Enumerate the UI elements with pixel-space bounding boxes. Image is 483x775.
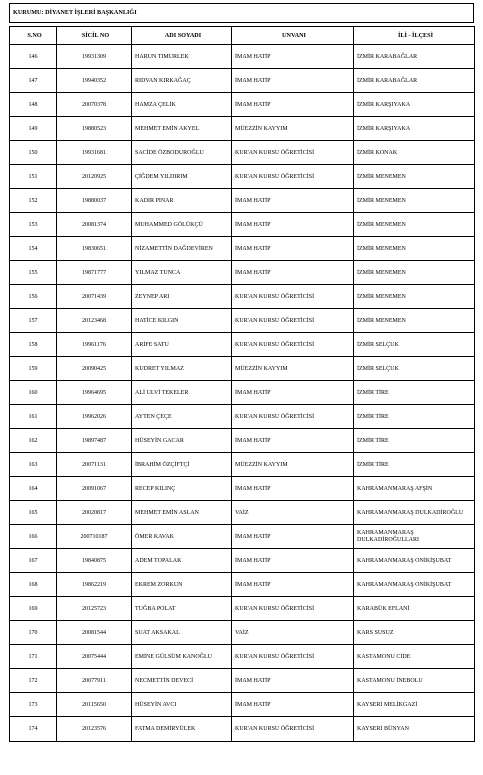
cell-sno: 151 (10, 165, 57, 189)
table-row (10, 285, 475, 309)
cell-sicil-no: 20081544 (57, 621, 132, 645)
cell-sicil-no: 19964695 (57, 381, 132, 405)
cell-ili-ilcesi: İZMİR TİRE (354, 429, 475, 453)
cell-sicil-no: 20070378 (57, 93, 132, 117)
cell-adi-soyadi: SACİDE ÖZBODUROĞLU (132, 141, 232, 165)
cell-sno: 149 (10, 117, 57, 141)
table-row (10, 165, 475, 189)
cell-ili-ilcesi: İZMİR MENEMEN (354, 309, 475, 333)
cell-sno: 172 (10, 669, 57, 693)
cell-sno: 167 (10, 549, 57, 573)
column-header-adi-soyadi: ADI SOYADI (132, 27, 232, 45)
cell-sicil-no: 19961176 (57, 333, 132, 357)
cell-sicil-no: 19830651 (57, 237, 132, 261)
cell-sicil-no: 20081374 (57, 213, 132, 237)
cell-ili-ilcesi: KASTAMONU İNEBOLU (354, 669, 475, 693)
cell-ili-ilcesi: KAHRAMANMARAŞ ONİKİŞUBAT (354, 573, 475, 597)
cell-sicil-no: 20091067 (57, 477, 132, 501)
cell-sicil-no: 20123468 (57, 309, 132, 333)
document-page (9, 3, 474, 742)
cell-sicil-no: 20020817 (57, 501, 132, 525)
table-row (10, 525, 475, 549)
cell-sicil-no: 19931681 (57, 141, 132, 165)
cell-ili-ilcesi: İZMİR KARABAĞLAR (354, 45, 475, 69)
cell-sicil-no: 20115650 (57, 693, 132, 717)
cell-unvani: KUR'AN KURSU ÖĞRETİCİSİ (232, 165, 354, 189)
cell-unvani: İMAM HATİP (232, 69, 354, 93)
cell-unvani: MÜEZZİN KAYYIM (232, 357, 354, 381)
cell-unvani: MÜEZZİN KAYYIM (232, 117, 354, 141)
cell-adi-soyadi: RECEP KILINÇ (132, 477, 232, 501)
cell-sno: 155 (10, 261, 57, 285)
cell-unvani: VAİZ (232, 501, 354, 525)
cell-sno: 169 (10, 597, 57, 621)
cell-unvani: İMAM HATİP (232, 573, 354, 597)
cell-ili-ilcesi: KASTAMONU CİDE (354, 645, 475, 669)
cell-ili-ilcesi: İZMİR MENEMEN (354, 237, 475, 261)
cell-sicil-no: 20077911 (57, 669, 132, 693)
cell-sicil-no: 19840875 (57, 549, 132, 573)
table-row (10, 669, 475, 693)
cell-sno: 150 (10, 141, 57, 165)
cell-unvani: İMAM HATİP (232, 45, 354, 69)
cell-unvani: İMAM HATİP (232, 477, 354, 501)
table-row (10, 381, 475, 405)
table-row (10, 93, 475, 117)
cell-ili-ilcesi: KAYSERİ MELİKGAZİ (354, 693, 475, 717)
cell-unvani: KUR'AN KURSU ÖĞRETİCİSİ (232, 141, 354, 165)
cell-sno: 171 (10, 645, 57, 669)
cell-ili-ilcesi: İZMİR TİRE (354, 381, 475, 405)
table-row (10, 477, 475, 501)
cell-ili-ilcesi: KAHRAMANMARAŞ AFŞİN (354, 477, 475, 501)
cell-unvani: İMAM HATİP (232, 261, 354, 285)
cell-sno: 152 (10, 189, 57, 213)
cell-ili-ilcesi: KAHRAMANMARAŞ DULKADİROĞLU (354, 501, 475, 525)
cell-adi-soyadi: HATİCE KILGIN (132, 309, 232, 333)
cell-unvani: KUR'AN KURSU ÖĞRETİCİSİ (232, 285, 354, 309)
table-row (10, 645, 475, 669)
cell-adi-soyadi: EKREM ZORKUN (132, 573, 232, 597)
table-row (10, 573, 475, 597)
cell-sno: 161 (10, 405, 57, 429)
cell-ili-ilcesi: İZMİR MENEMEN (354, 261, 475, 285)
cell-sno: 157 (10, 309, 57, 333)
cell-unvani: KUR'AN KURSU ÖĞRETİCİSİ (232, 597, 354, 621)
column-header-sicil-no: SİCİL NO (57, 27, 132, 45)
cell-sno: 173 (10, 693, 57, 717)
cell-unvani: KUR'AN KURSU ÖĞRETİCİSİ (232, 309, 354, 333)
cell-sno: 164 (10, 477, 57, 501)
table-row (10, 597, 475, 621)
column-header-unvani: UNVANI (232, 27, 354, 45)
column-header-ili-ilcesi: İLİ - İLÇESİ (354, 27, 475, 45)
cell-adi-soyadi: ADEM TOPALAK (132, 549, 232, 573)
cell-sicil-no: 19962026 (57, 405, 132, 429)
cell-ili-ilcesi: KARABÜK EFLANİ (354, 597, 475, 621)
cell-ili-ilcesi: İZMİR KARABAĞLAR (354, 69, 475, 93)
cell-sicil-no: 19871777 (57, 261, 132, 285)
cell-unvani: İMAM HATİP (232, 693, 354, 717)
cell-ili-ilcesi: İZMİR MENEMEN (354, 165, 475, 189)
cell-sno: 159 (10, 357, 57, 381)
cell-ili-ilcesi: KAYSERİ BÜNYAN (354, 717, 475, 742)
cell-adi-soyadi: İBRAHİM ÖZÇİFTÇİ (132, 453, 232, 477)
cell-sno: 166 (10, 525, 57, 549)
table-row (10, 261, 475, 285)
cell-unvani: İMAM HATİP (232, 213, 354, 237)
cell-adi-soyadi: MEHMET EMİN AKYEL (132, 117, 232, 141)
personnel-table (9, 26, 475, 742)
table-row (10, 333, 475, 357)
cell-sicil-no: 20071439 (57, 285, 132, 309)
table-row (10, 189, 475, 213)
table-row (10, 549, 475, 573)
cell-sicil-no: 20120925 (57, 165, 132, 189)
cell-unvani: KUR'AN KURSU ÖĞRETİCİSİ (232, 405, 354, 429)
cell-sicil-no: 19940352 (57, 69, 132, 93)
institution-header: KURUMU: DİYANET İŞLERİ BAŞKANLIĞI (9, 3, 474, 23)
cell-adi-soyadi: FATMA DEMİRYÜLEK (132, 717, 232, 742)
cell-sno: 153 (10, 213, 57, 237)
table-row (10, 117, 475, 141)
cell-adi-soyadi: RIDVAN KIRKAĞAÇ (132, 69, 232, 93)
cell-sno: 168 (10, 573, 57, 597)
cell-ili-ilcesi: İZMİR MENEMEN (354, 189, 475, 213)
cell-ili-ilcesi: İZMİR TİRE (354, 405, 475, 429)
cell-adi-soyadi: KADIR PINAR (132, 189, 232, 213)
cell-sno: 174 (10, 717, 57, 742)
cell-sno: 163 (10, 453, 57, 477)
cell-adi-soyadi: HARUN TIMURLEK (132, 45, 232, 69)
cell-adi-soyadi: HÜSEYİN GACAR (132, 429, 232, 453)
cell-unvani: KUR'AN KURSU ÖĞRETİCİSİ (232, 717, 354, 742)
cell-adi-soyadi: EMİNE GÜLSÜM KANOĞLU (132, 645, 232, 669)
cell-unvani: KUR'AN KURSU ÖĞRETİCİSİ (232, 645, 354, 669)
table-row (10, 357, 475, 381)
cell-ili-ilcesi: İZMİR KARŞIYAKA (354, 117, 475, 141)
cell-adi-soyadi: MUHAMMED GÖLÜKÇÜ (132, 213, 232, 237)
cell-adi-soyadi: HAMZA ÇELİK (132, 93, 232, 117)
table-row (10, 717, 475, 742)
cell-ili-ilcesi: İZMİR SELÇUK (354, 333, 475, 357)
cell-unvani: MÜEZZİN KAYYIM (232, 453, 354, 477)
table-row (10, 141, 475, 165)
cell-sno: 146 (10, 45, 57, 69)
cell-sno: 160 (10, 381, 57, 405)
table-row (10, 693, 475, 717)
cell-adi-soyadi: ÖMER KAVAK (132, 525, 232, 549)
table-row (10, 213, 475, 237)
cell-ili-ilcesi: İZMİR KONAK (354, 141, 475, 165)
cell-sno: 154 (10, 237, 57, 261)
cell-ili-ilcesi: İZMİR MENEMEN (354, 213, 475, 237)
cell-sicil-no: 20125723 (57, 597, 132, 621)
cell-ili-ilcesi: İZMİR KARŞIYAKA (354, 93, 475, 117)
cell-adi-soyadi: ARİFE SATU (132, 333, 232, 357)
cell-ili-ilcesi: İZMİR MENEMEN (354, 285, 475, 309)
cell-sno: 170 (10, 621, 57, 645)
cell-adi-soyadi: ALİ ULVİ TEKELER (132, 381, 232, 405)
cell-sicil-no: 20075444 (57, 645, 132, 669)
cell-sno: 165 (10, 501, 57, 525)
cell-unvani: İMAM HATİP (232, 525, 354, 549)
cell-sno: 148 (10, 93, 57, 117)
cell-sno: 156 (10, 285, 57, 309)
cell-adi-soyadi: ZEYNEP ARI (132, 285, 232, 309)
table-row (10, 621, 475, 645)
cell-sicil-no: 19880523 (57, 117, 132, 141)
table-row (10, 45, 475, 69)
cell-adi-soyadi: HÜSEYİN AVCI (132, 693, 232, 717)
table-row (10, 309, 475, 333)
cell-unvani: İMAM HATİP (232, 381, 354, 405)
cell-adi-soyadi: ÇİĞDEM YILDIRIM (132, 165, 232, 189)
table-row (10, 453, 475, 477)
cell-sicil-no: 200710187 (57, 525, 132, 549)
cell-ili-ilcesi: İZMİR TİRE (354, 453, 475, 477)
cell-adi-soyadi: MEHMET EMİN ASLAN (132, 501, 232, 525)
table-row (10, 429, 475, 453)
table-row (10, 501, 475, 525)
cell-sno: 158 (10, 333, 57, 357)
cell-unvani: İMAM HATİP (232, 237, 354, 261)
cell-sicil-no: 19897487 (57, 429, 132, 453)
cell-adi-soyadi: NECMETTİN DEVECİ (132, 669, 232, 693)
cell-sno: 162 (10, 429, 57, 453)
table-row (10, 237, 475, 261)
cell-sicil-no: 20071131 (57, 453, 132, 477)
cell-unvani: İMAM HATİP (232, 189, 354, 213)
cell-sicil-no: 19880037 (57, 189, 132, 213)
cell-ili-ilcesi: İZMİR SELÇUK (354, 357, 475, 381)
cell-unvani: VAİZ (232, 621, 354, 645)
cell-sicil-no: 20090425 (57, 357, 132, 381)
column-header-sno: S.NO (10, 27, 57, 45)
cell-adi-soyadi: KUDRET YILMAZ (132, 357, 232, 381)
cell-adi-soyadi: NİZAMETTİN DAĞDEVİREN (132, 237, 232, 261)
cell-adi-soyadi: YILMAZ TUNCA (132, 261, 232, 285)
cell-ili-ilcesi: KARS SUSUZ (354, 621, 475, 645)
cell-adi-soyadi: TUĞBA POLAT (132, 597, 232, 621)
cell-adi-soyadi: SUAT AKSAKAL (132, 621, 232, 645)
table-header-row (10, 27, 475, 45)
cell-ili-ilcesi: KAHRAMANMARAŞ DULKADİROĞULLARI (354, 525, 475, 549)
cell-unvani: İMAM HATİP (232, 93, 354, 117)
cell-sno: 147 (10, 69, 57, 93)
cell-unvani: KUR'AN KURSU ÖĞRETİCİSİ (232, 333, 354, 357)
cell-ili-ilcesi: KAHRAMANMARAŞ ONİKİŞUBAT (354, 549, 475, 573)
cell-unvani: İMAM HATİP (232, 429, 354, 453)
table-row (10, 405, 475, 429)
cell-sicil-no: 19931309 (57, 45, 132, 69)
cell-sicil-no: 20123576 (57, 717, 132, 742)
table-row (10, 69, 475, 93)
cell-sicil-no: 19862219 (57, 573, 132, 597)
cell-unvani: İMAM HATİP (232, 549, 354, 573)
cell-adi-soyadi: AYTEN ÇEÇE (132, 405, 232, 429)
cell-unvani: İMAM HATİP (232, 669, 354, 693)
